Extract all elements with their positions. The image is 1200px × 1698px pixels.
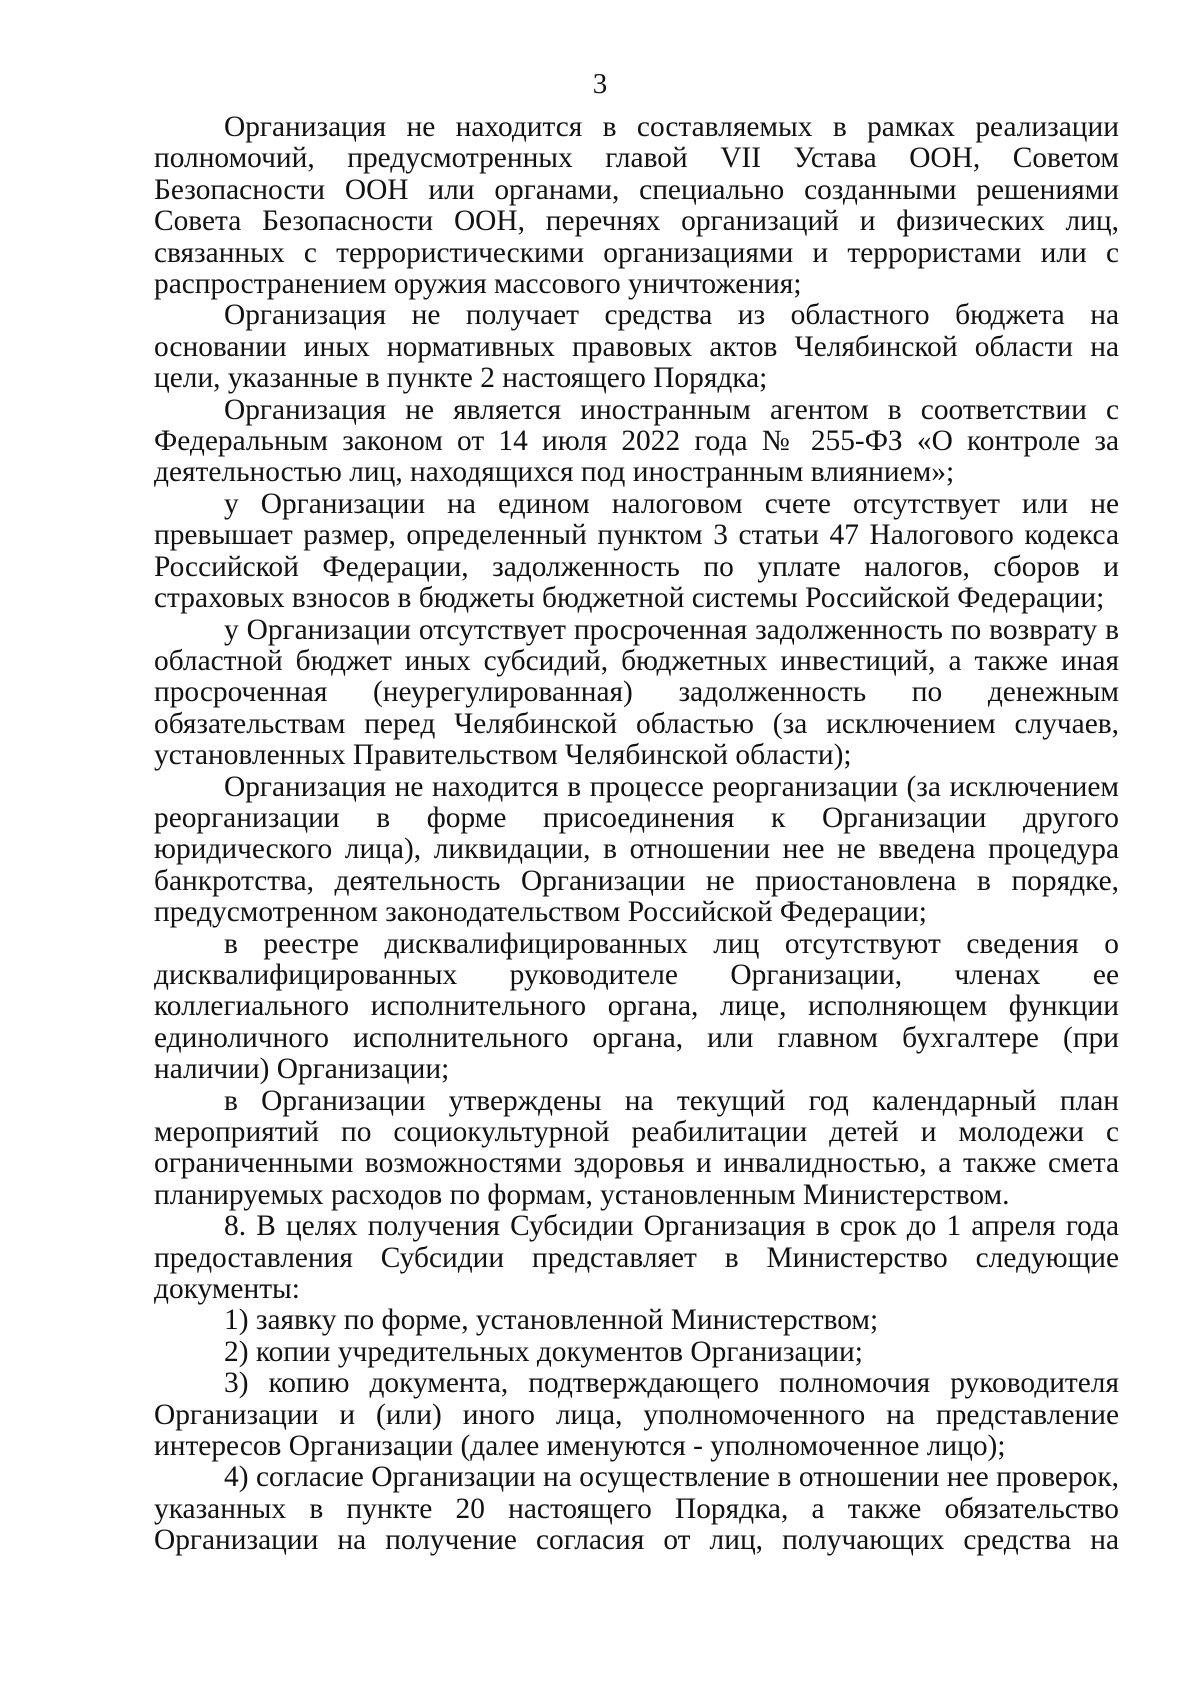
document-body xyxy=(154,112,1119,1557)
list-item: 4) согласие Организации на осуществление в отношении нее проверок, указанных в пункте 20 настоящего Порядка, а также обязательство Организации на получение согласия от лиц, получающих средства на xyxy=(154,1461,1119,1557)
paragraph: 8. В целях получения Субсидии Организация в срок до 1 апреля года предоставления Субсидии представляет в Министерство следующие документы: xyxy=(154,1210,1119,1306)
page-number: 3 xyxy=(592,68,608,100)
paragraph: Организация не является иностранным агентом в соответствии с Федеральным законом от 14 июля 2022 года № 255-ФЗ «О контроле за деятельностью лиц, находящихся под иностранным влиянием»; xyxy=(154,393,1119,489)
paragraph: в Организации утверждены на текущий год календарный план мероприятий по социокультурной реабилитации детей и молодежи с ограниченными возможностями здоровья и инвалидностью, а также смета планируемых расходов по формам, установленным Министерством. xyxy=(154,1084,1119,1211)
paragraph: Организация не находится в составляемых в рамках реализации полномочий, предусмотренных главой VII Устава ООН, Советом Безопасности ООН или органами, специально созданными решениями Совета Безопасности ООН, перечнях организаций и физических лиц, связанных с террористическими организациями и террористами или с распространением оружия массового уничтожения; xyxy=(154,111,1119,301)
list-item: 1) заявку по форме, установленной Министерством; xyxy=(224,1304,879,1337)
paragraph: Организация не получает средства из областного бюджета на основании иных нормативных правовых актов Челябинской области на цели, указанные в пункте 2 настоящего Порядка; xyxy=(154,299,1119,395)
paragraph: в реестре дисквалифицированных лиц отсутствуют сведения о дисквалифицированных руководителе Организации, членах ее коллегиального исполнительного органа, лице, исполняющем функции единоличного исполнительного органа, или главном бухгалтере (при наличии) Организации; xyxy=(154,927,1119,1086)
paragraph: у Организации на едином налоговом счете отсутствует или не превышает размер, определенный пунктом 3 статьи 47 Налогового кодекса Российской Федерации, задолженность по уплате налогов, сборов и страховых взносов в бюджеты бюджетной системы Российской Федерации; xyxy=(154,487,1119,615)
list-item: 3) копию документа, подтверждающего полномочия руководителя Организации и (или) иного лица, уполномоченного на представление интересов Организации (далее именуются - уполномоченное лицо); xyxy=(154,1367,1119,1463)
list-item: 2) копии учредительных документов Организации; xyxy=(224,1335,863,1368)
paragraph: Организация не находится в процессе реорганизации (за исключением реорганизации в форме присоединения к Организации другого юридического лица), ликвидации, в отношении нее не введена процедура банкротства, деятельность Организации не приостановлена в порядке, предусмотренном законодательством Российской Федерации; xyxy=(154,770,1119,929)
paragraph: у Организации отсутствует просроченная задолженность по возврату в областной бюджет иных субсидий, бюджетных инвестиций, а также иная просроченная (неурегулированная) задолженность по денежным обязательствам перед Челябинской областью (за исключением случаев, установленных Правительством Челябинской области); xyxy=(154,613,1119,772)
